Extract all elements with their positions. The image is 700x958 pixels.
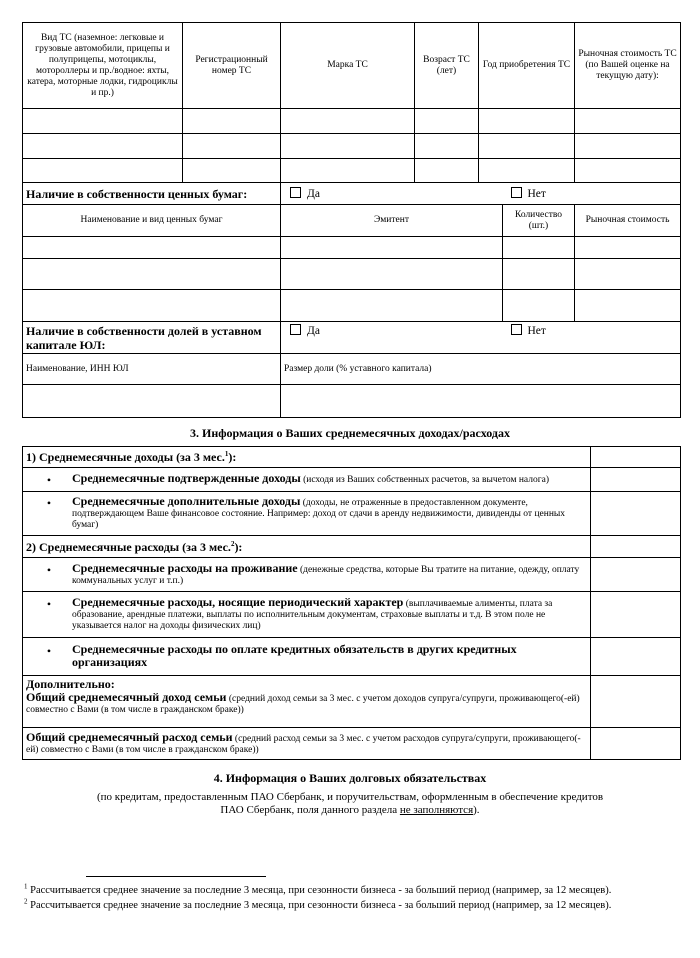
securities-question: Наличие в собственности ценных бумаг: — [23, 183, 281, 205]
vehicle-age-header: Возраст ТС (лет) — [415, 23, 479, 109]
input-cell[interactable] — [591, 536, 681, 558]
table-row — [23, 134, 681, 159]
footnote-divider — [86, 876, 266, 877]
input-cell[interactable] — [23, 259, 281, 290]
input-cell[interactable] — [575, 159, 681, 183]
table-row — [23, 259, 681, 290]
purchase-year-header: Год приобретения ТС — [479, 23, 575, 109]
additional-income-row: • Среднемесячные дополнительные доходы (доходы, не отраженные в предоставленном документе, подтверждающем Ваше финансовое состояние. Например: доход от сдачи в аренду недвижимости, дивиденды от ценных бумаг) — [23, 492, 591, 536]
table-row — [23, 159, 681, 183]
securities-name-header: Наименование и вид ценных бумаг — [23, 205, 281, 237]
input-cell[interactable] — [281, 290, 503, 322]
shares-yes-checkbox[interactable] — [290, 324, 301, 335]
vehicles-table — [22, 22, 681, 183]
input-cell[interactable] — [575, 259, 681, 290]
family-expense-input[interactable] — [591, 728, 681, 760]
income-expense-table — [22, 446, 681, 760]
table-row — [23, 385, 681, 418]
vehicle-brand-header: Марка ТС — [281, 23, 415, 109]
family-expense-row: Общий среднемесячный расход семьи (средний расход семьи за 3 мес. с учетом расходов супруга/супруги, проживающего(-ей) совместно с Вами (в том числе в гражданском браке)) — [23, 728, 591, 760]
input-cell[interactable] — [281, 237, 503, 259]
credit-expense-row: • Среднемесячные расходы по оплате кредитных обязательств в других кредитных организациях — [23, 638, 591, 676]
input-cell[interactable] — [575, 290, 681, 322]
reg-number-header: Регистрационный номер ТС — [183, 23, 281, 109]
input-cell[interactable] — [23, 109, 183, 134]
input-cell[interactable] — [281, 259, 503, 290]
share-size-header: Размер доли (% уставного капитала) — [281, 354, 681, 385]
input-cell[interactable] — [479, 109, 575, 134]
input-cell[interactable] — [503, 290, 575, 322]
periodic-expense-row: • Среднемесячные расходы, носящие периодический характер (выплачиваемые алименты, плата за образование, арендные платежи, выплаты по исполнительным документам, страховые выплаты и т.д. В этом поле не указывается налог на доходы физических лиц) — [23, 592, 591, 638]
input-cell[interactable] — [281, 134, 415, 159]
market-value-header: Рыночная стоимость ТС (по Вашей оценке на текущую дату): — [575, 23, 681, 109]
living-expense-input[interactable] — [591, 558, 681, 592]
living-expense-row: • Среднемесячные расходы на проживание (денежные средства, которые Вы тратите на питание, одежду, оплату коммунальных услуг и т.п.) — [23, 558, 591, 592]
input-cell[interactable] — [591, 447, 681, 468]
quantity-header: Количество (шт.) — [503, 205, 575, 237]
input-cell[interactable] — [415, 109, 479, 134]
input-cell[interactable] — [281, 385, 681, 418]
table-row — [23, 290, 681, 322]
input-cell[interactable] — [415, 159, 479, 183]
input-cell[interactable] — [575, 134, 681, 159]
input-cell[interactable] — [23, 237, 281, 259]
footnote-1: $^1$ Рассчитывается среднее значение за последние 3 месяца, при сезонности бизнеса - за больший период (например, за 12 месяцев). — [24, 882, 612, 896]
shares-question: Наличие в собственности долей в уставном капитале ЮЛ: — [23, 322, 281, 354]
company-name-header: Наименование, ИНН ЮЛ — [23, 354, 281, 385]
section-4-title: 4. Информация о Ваших долговых обязательствах — [213, 771, 487, 785]
credit-expense-input[interactable] — [591, 638, 681, 676]
input-cell[interactable] — [415, 134, 479, 159]
footnote-2: $^2$ Рассчитывается среднее значение за последние 3 месяца, при сезонности бизнеса - за больший период (например, за 12 месяцев). — [24, 897, 612, 911]
securities-table — [22, 182, 681, 322]
input-cell[interactable] — [575, 237, 681, 259]
vehicle-type-header: Вид ТС (наземное: легковые и грузовые автомобили, прицепы и полуприцепы, мотоциклы, мотороллеры и пр./водное: яхты, катера, моторные лодки, гидроциклы и пр.) — [23, 23, 183, 109]
additional-label: Дополнительно: — [26, 677, 115, 691]
shares-yes-label: Да — [307, 325, 320, 337]
confirmed-income-row: • Среднемесячные подтвержденные доходы (исходя из Ваших собственных расчетов, за вычетом налога) — [23, 468, 591, 492]
securities-no-checkbox[interactable] — [511, 187, 522, 198]
table-row — [23, 237, 681, 259]
additional-income-input[interactable] — [591, 492, 681, 536]
input-cell[interactable] — [23, 290, 281, 322]
securities-yes-label: Да — [307, 187, 320, 200]
input-cell[interactable] — [183, 109, 281, 134]
securities-yes-checkbox[interactable] — [290, 187, 301, 198]
securities-value-header: Рыночная стоимость — [575, 205, 681, 237]
expense-header: 2) Среднемесячные расходы (за 3 мес.$^2$): — [23, 536, 591, 558]
input-cell[interactable] — [23, 385, 281, 418]
issuer-header: Эмитент — [281, 205, 503, 237]
income-header: 1) Среднемесячные доходы (за 3 мес.$^1$): — [23, 447, 591, 468]
input-cell[interactable] — [479, 134, 575, 159]
input-cell[interactable] — [281, 109, 415, 134]
input-cell[interactable] — [503, 237, 575, 259]
input-cell[interactable] — [23, 134, 183, 159]
section-4-note: (по кредитам, предоставленным ПАО Сбербанк, и поручительствам, оформленным в обеспечение кредитов ПАО Сбербанк, поля данного раздела не заполняются). — [96, 791, 604, 816]
section-3-title: 3. Информация о Ваших среднемесячных доходах/расходах — [190, 426, 510, 440]
shares-table — [22, 321, 681, 418]
family-income-input[interactable] — [591, 676, 681, 728]
input-cell[interactable] — [281, 159, 415, 183]
shares-no-checkbox[interactable] — [511, 324, 522, 335]
input-cell[interactable] — [183, 134, 281, 159]
table-row — [23, 109, 681, 134]
periodic-expense-input[interactable] — [591, 592, 681, 638]
input-cell[interactable] — [183, 159, 281, 183]
input-cell[interactable] — [575, 109, 681, 134]
input-cell[interactable] — [23, 159, 183, 183]
input-cell[interactable] — [503, 259, 575, 290]
securities-no-label: Нет — [527, 187, 546, 200]
input-cell[interactable] — [479, 159, 575, 183]
shares-no-label: Нет — [527, 325, 546, 337]
confirmed-income-input[interactable] — [591, 468, 681, 492]
family-income-row: Дополнительно: Общий среднемесячный доход семьи (средний доход семьи за 3 мес. с учетом доходов супруга/супруги, проживающего(-ей) совместно с Вами (в том числе в гражданском браке)) — [23, 676, 591, 728]
